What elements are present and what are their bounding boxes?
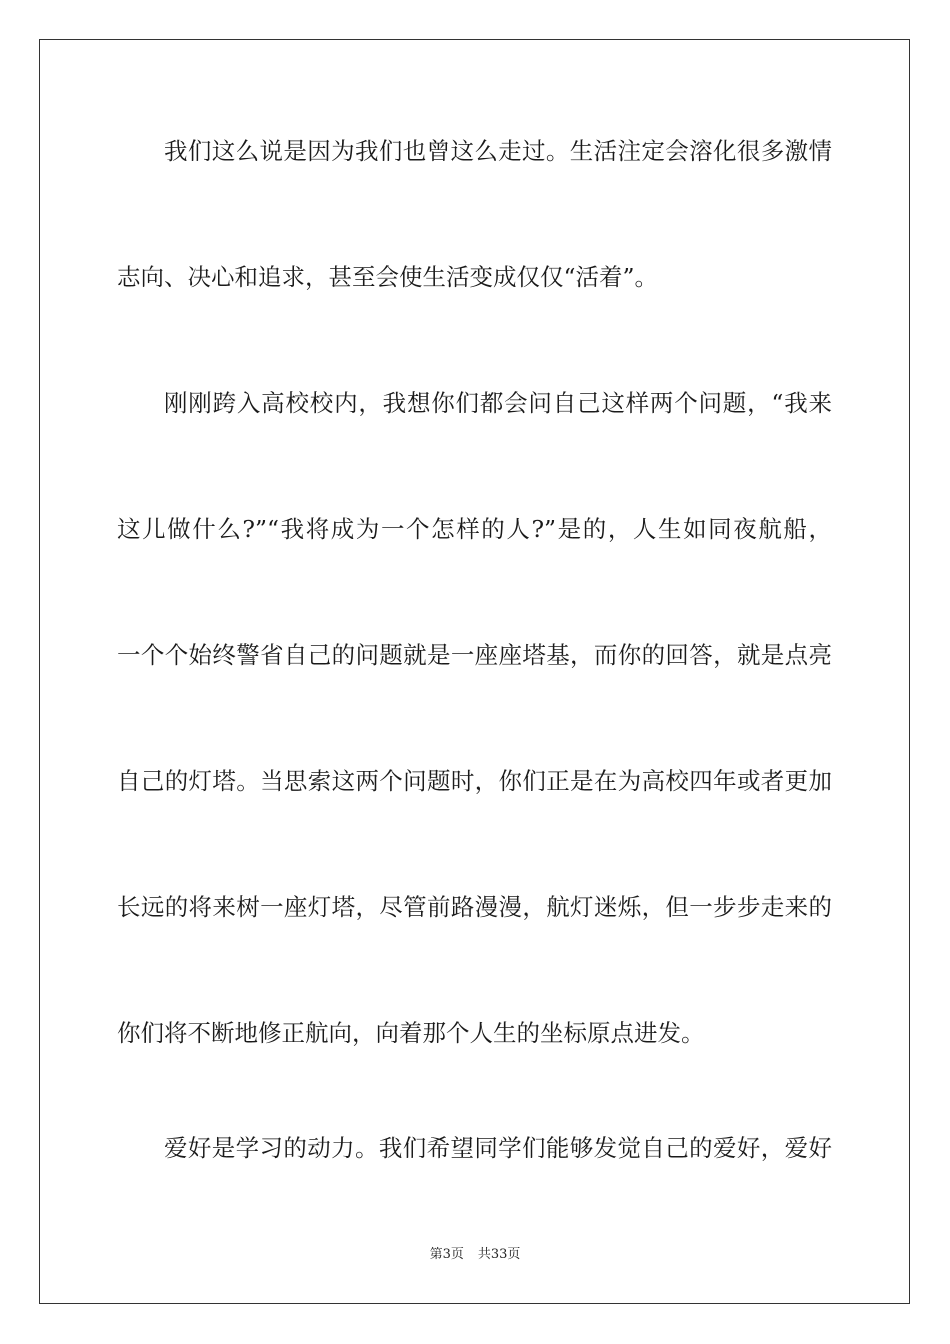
paragraph-2-line-6: 你们将不断地修正航向，向着那个人生的坐标原点进发。 [117, 1019, 705, 1047]
paragraph-3-line-1: 爱好是学习的动力。我们希望同学们能够发觉自己的爱好，爱好 [164, 1134, 832, 1162]
paragraph-2-line-2: 这儿做什么?”“我将成为一个怎样的人?”是的，人生如同夜航船， [117, 515, 832, 543]
paragraph-2-line-4: 自己的灯塔。当思索这两个问题时，你们正是在为高校四年或者更加 [117, 767, 832, 795]
page-number: 第3页 [429, 1247, 464, 1262]
page-total: 共33页 [477, 1247, 521, 1262]
page-footer [0, 1246, 950, 1264]
paragraph-2-line-3: 一个个始终警省自己的问题就是一座座塔基，而你的回答，就是点亮 [117, 641, 832, 669]
paragraph-1-line-2: 志向、决心和追求，甚至会使生活变成仅仅“活着”。 [117, 263, 659, 291]
paragraph-2-line-1: 刚刚跨入高校校内，我想你们都会问自己这样两个问题，“我来 [164, 389, 832, 417]
paragraph-2-line-5: 长远的将来树一座灯塔，尽管前路漫漫，航灯迷烁，但一步步走来的 [117, 893, 832, 921]
paragraph-1-line-1: 我们这么说是因为我们也曾这么走过。生活注定会溶化很多激情 [164, 137, 832, 165]
